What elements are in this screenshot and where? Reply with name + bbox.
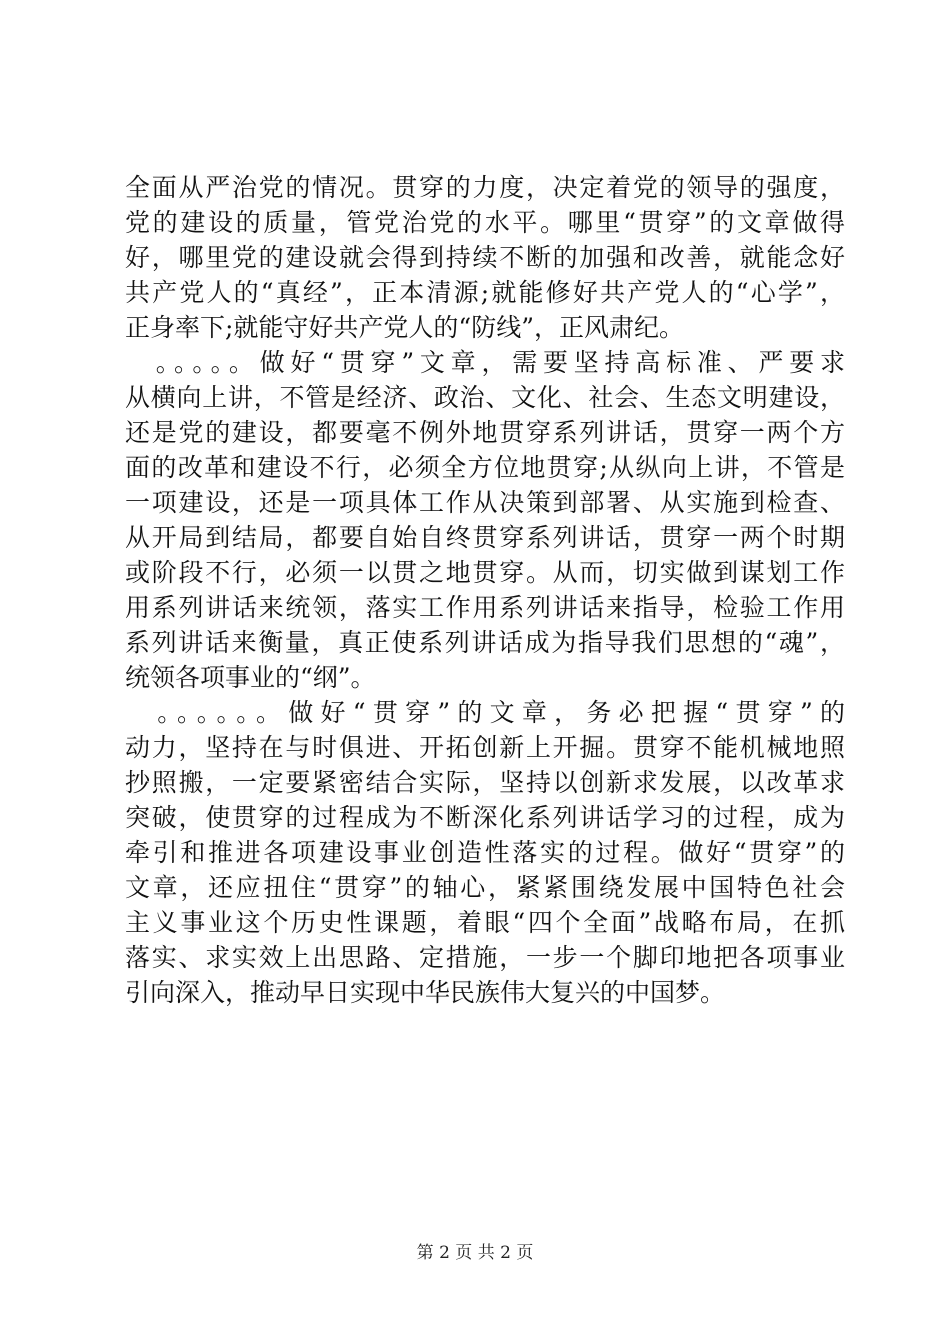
- text-line: 牵引和推进各项建设事业创造性落实的过程。做好“贯穿”的: [125, 838, 845, 867]
- text-line: 全面从严治党的情况。贯穿的力度，决定着党的领导的强度，: [125, 173, 845, 202]
- text-line: 用系列讲话来统领，落实工作用系列讲话来指导，检验工作用: [125, 593, 845, 622]
- text-line: 一项建设，还是一项具体工作从决策到部署、从实施到检查、: [125, 488, 845, 517]
- text-line: 共产党人的“真经”，正本清源;就能修好共产党人的“心学”，: [125, 278, 845, 307]
- text-line: 统领各项事业的“纲”。: [125, 663, 376, 692]
- paragraph-3: [125, 695, 845, 1010]
- text-line: 文章，还应扭住“贯穿”的轴心，紧紧围绕发展中国特色社会: [125, 873, 845, 902]
- page-footer: [0, 1242, 950, 1264]
- text-line: 。。。。。做好“贯穿”文章，需要坚持高标准、严要求: [125, 348, 845, 377]
- text-line: 从开局到结局，都要自始自终贯穿系列讲话，贯穿一两个时期: [125, 523, 845, 552]
- text-line: 动力，坚持在与时俱进、开拓创新上开掘。贯穿不能机械地照: [125, 733, 845, 762]
- paragraph-2: [125, 345, 845, 695]
- text-line: 抄照搬，一定要紧密结合实际，坚持以创新求发展，以改革求: [125, 768, 845, 797]
- text-line: 或阶段不行，必须一以贯之地贯穿。从而，切实做到谋划工作: [125, 558, 845, 587]
- text-line: 还是党的建设，都要毫不例外地贯穿系列讲话，贯穿一两个方: [125, 418, 845, 447]
- document-body: [125, 170, 845, 1010]
- text-line: 引向深入，推动早日实现中华民族伟大复兴的中国梦。: [125, 978, 726, 1007]
- text-line: 突破，使贯穿的过程成为不断深化系列讲话学习的过程，成为: [125, 803, 845, 832]
- paragraph-1: [125, 170, 845, 345]
- page-number-label: 第 2 页 共 2 页: [416, 1243, 534, 1263]
- text-line: 系列讲话来衡量，真正使系列讲话成为指导我们思想的“魂”，: [125, 628, 845, 657]
- text-line: 落实、求实效上出思路、定措施，一步一个脚印地把各项事业: [125, 943, 845, 972]
- text-line: 从横向上讲，不管是经济、政治、文化、社会、生态文明建设，: [125, 383, 845, 412]
- text-line: 党的建设的质量，管党治党的水平。哪里“贯穿”的文章做得: [125, 208, 845, 237]
- text-line: 。。。。。。做好“贯穿”的文章，务必把握“贯穿”的: [125, 698, 845, 727]
- text-line: 面的改革和建设不行，必须全方位地贯穿;从纵向上讲，不管是: [125, 453, 845, 482]
- text-line: 主义事业这个历史性课题，着眼“四个全面”战略布局，在抓: [125, 908, 845, 937]
- text-line: 好，哪里党的建设就会得到持续不断的加强和改善，就能念好: [125, 243, 845, 272]
- text-line: 正身率下;就能守好共产党人的“防线”，正风肃纪。: [125, 313, 684, 342]
